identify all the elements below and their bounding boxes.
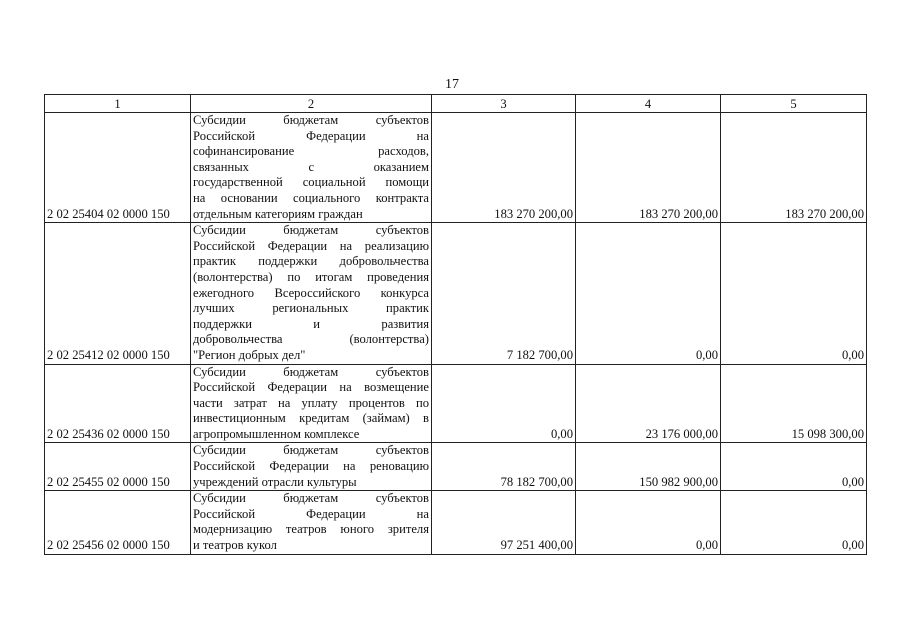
amount-col-3: 0,00 bbox=[432, 364, 576, 443]
subsidy-name-line: учреждений отрасли культуры bbox=[193, 474, 357, 489]
amount-col-5: 0,00 bbox=[721, 223, 867, 364]
subsidy-name-line: добровольчества (волонтерства) bbox=[193, 332, 429, 347]
subsidy-name bbox=[191, 443, 432, 491]
table-row bbox=[45, 113, 867, 223]
subsidy-name-line: софинансирование расходов, bbox=[193, 144, 429, 159]
page-number: 17 bbox=[445, 77, 459, 92]
header-row bbox=[45, 95, 867, 113]
subsidy-name-line: ежегодного Всероссийского конкурса bbox=[193, 285, 429, 300]
subsidy-name-line: Субсидии бюджетам субъектов bbox=[193, 223, 429, 238]
budget-code: 2 02 25455 02 0000 150 bbox=[45, 443, 191, 491]
subsidy-name-line: лучших региональных практик bbox=[193, 301, 429, 316]
subsidy-name-line: (волонтерства) по итогам проведения bbox=[193, 269, 429, 284]
header-col-2: 2 bbox=[191, 95, 432, 113]
header-col-4: 4 bbox=[576, 95, 721, 113]
amount-col-4: 150 982 900,00 bbox=[576, 443, 721, 491]
subsidy-name-line: Российской Федерации на возмещение bbox=[193, 380, 429, 395]
amount-col-4: 0,00 bbox=[576, 223, 721, 364]
subsidy-name bbox=[191, 223, 432, 364]
table-row bbox=[45, 364, 867, 443]
subsidy-name bbox=[191, 491, 432, 554]
header-col-3: 3 bbox=[432, 95, 576, 113]
amount-col-3: 7 182 700,00 bbox=[432, 223, 576, 364]
amount-col-5: 0,00 bbox=[721, 443, 867, 491]
amount-col-3: 97 251 400,00 bbox=[432, 491, 576, 554]
subsidy-name-line: на основании социального контракта bbox=[193, 190, 429, 205]
amount-col-5: 0,00 bbox=[721, 491, 867, 554]
header-col-1: 1 bbox=[45, 95, 191, 113]
subsidy-name-line: государственной социальной помощи bbox=[193, 175, 429, 190]
subsidy-name-line: Российской Федерации на bbox=[193, 506, 429, 521]
subsidy-name-line: Субсидии бюджетам субъектов bbox=[193, 443, 429, 458]
subsidy-name-line: Субсидии бюджетам субъектов bbox=[193, 491, 429, 506]
subsidy-name-line: Субсидии бюджетам субъектов bbox=[193, 364, 429, 379]
amount-col-3: 183 270 200,00 bbox=[432, 113, 576, 223]
subsidy-name-line: Российской Федерации на bbox=[193, 128, 429, 143]
subsidy-name-line: инвестиционным кредитам (займам) в bbox=[193, 411, 429, 426]
budget-code: 2 02 25412 02 0000 150 bbox=[45, 223, 191, 364]
amount-col-4: 183 270 200,00 bbox=[576, 113, 721, 223]
subsidy-name-line: Российской Федерации на реновацию bbox=[193, 459, 429, 474]
table-row bbox=[45, 491, 867, 554]
budget-code: 2 02 25456 02 0000 150 bbox=[45, 491, 191, 554]
subsidy-name-line: и театров кукол bbox=[193, 538, 277, 553]
amount-col-5: 183 270 200,00 bbox=[721, 113, 867, 223]
subsidy-name-line: части затрат на уплату процентов по bbox=[193, 395, 429, 410]
budget-table bbox=[44, 94, 867, 555]
subsidy-name-line: Субсидии бюджетам субъектов bbox=[193, 113, 429, 127]
table-row bbox=[45, 223, 867, 364]
amount-col-4: 0,00 bbox=[576, 491, 721, 554]
subsidy-name bbox=[191, 113, 432, 223]
subsidy-name-line: связанных с оказанием bbox=[193, 159, 429, 174]
subsidy-name-line: "Регион добрых дел" bbox=[193, 347, 306, 362]
amount-col-3: 78 182 700,00 bbox=[432, 443, 576, 491]
subsidy-name-line: модернизацию театров юного зрителя bbox=[193, 522, 429, 537]
budget-code: 2 02 25404 02 0000 150 bbox=[45, 113, 191, 223]
subsidy-name bbox=[191, 364, 432, 443]
subsidy-name-line: агропромышленном комплексе bbox=[193, 426, 360, 441]
table-row bbox=[45, 443, 867, 491]
subsidy-name-line: поддержки и развития bbox=[193, 316, 429, 331]
budget-code: 2 02 25436 02 0000 150 bbox=[45, 364, 191, 443]
subsidy-name-line: Российской Федерации на реализацию bbox=[193, 238, 429, 253]
amount-col-4: 23 176 000,00 bbox=[576, 364, 721, 443]
amount-col-5: 15 098 300,00 bbox=[721, 364, 867, 443]
subsidy-name-line: отдельным категориям граждан bbox=[193, 206, 363, 221]
header-col-5: 5 bbox=[721, 95, 867, 113]
subsidy-name-line: практик поддержки добровольчества bbox=[193, 254, 429, 269]
